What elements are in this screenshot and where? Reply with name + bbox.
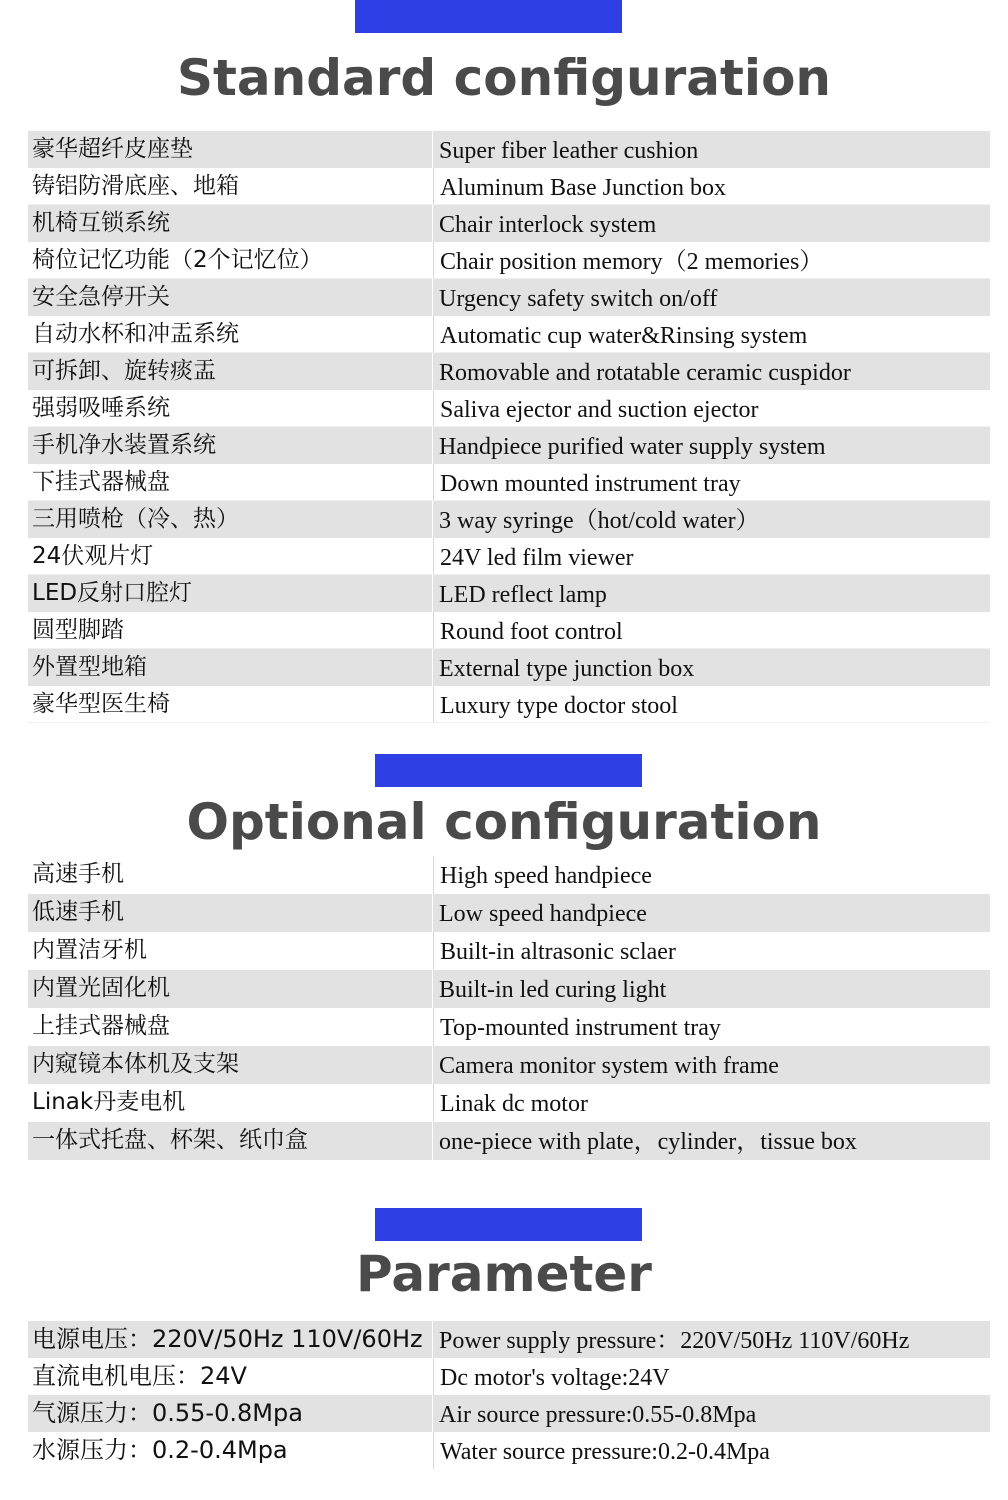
cell-english: Aluminum Base Junction box (433, 168, 990, 204)
cell-chinese: 椅位记忆功能（2个记忆位） (28, 242, 433, 278)
cell-english: Camera monitor system with frame (439, 1053, 779, 1079)
cell-chinese: 手机净水装置系统 (28, 427, 433, 464)
optional-section-title: Optional configuration (186, 793, 822, 851)
table-row (28, 575, 990, 612)
cell-chinese: 机椅互锁系统 (28, 205, 433, 242)
table-row (28, 894, 990, 932)
cell-chinese: 电源电压：220V/50Hz 110V/60Hz (28, 1321, 433, 1358)
parameter-table (28, 1321, 990, 1469)
parameter-accent-bar (375, 1208, 642, 1241)
cell-chinese: 一体式托盘、杯架、纸巾盒 (28, 1122, 433, 1160)
table-row (28, 1395, 990, 1432)
cell-chinese: 高速手机 (28, 856, 433, 894)
cell-english: Chair interlock system (439, 212, 657, 238)
cell-english: 3 way syringe（hot/cold water） (439, 508, 760, 534)
table-row (28, 686, 990, 723)
table-row (28, 1358, 990, 1395)
cell-english: Linak dc motor (433, 1084, 990, 1122)
cell-english: Romovable and rotatable ceramic cuspidor (439, 360, 851, 386)
table-row (28, 970, 990, 1008)
cell-english: Saliva ejector and suction ejector (433, 390, 990, 426)
cell-chinese: 外置型地箱 (28, 649, 433, 686)
cell-chinese: Linak丹麦电机 (28, 1084, 433, 1122)
table-row (28, 1432, 990, 1469)
cell-chinese: 豪华型医生椅 (28, 686, 433, 722)
optional-accent-bar (375, 754, 642, 787)
cell-english: Air source pressure:0.55-0.8Mpa (439, 1402, 757, 1428)
table-row (28, 390, 990, 427)
cell-chinese: 安全急停开关 (28, 279, 433, 316)
standard-accent-bar (355, 0, 622, 33)
cell-chinese: 上挂式器械盘 (28, 1008, 433, 1046)
table-row (28, 168, 990, 205)
table-row (28, 932, 990, 970)
cell-english: one-piece with plate，cylinder，tissue box (439, 1129, 857, 1155)
table-row (28, 316, 990, 353)
table-row (28, 1046, 990, 1084)
cell-chinese: 自动水杯和冲盂系统 (28, 316, 433, 352)
cell-chinese: 三用喷枪（冷、热） (28, 501, 433, 538)
cell-chinese: 下挂式器械盘 (28, 464, 433, 500)
cell-english: Handpiece purified water supply system (439, 434, 826, 460)
cell-chinese: 豪华超纤皮座垫 (28, 131, 433, 168)
table-row (28, 856, 990, 894)
cell-english: External type junction box (439, 656, 695, 682)
cell-english: Round foot control (433, 612, 990, 648)
cell-english: High speed handpiece (433, 856, 990, 894)
table-row (28, 131, 990, 168)
cell-chinese: 直流电机电压：24V (28, 1358, 433, 1395)
table-row (28, 1321, 990, 1358)
cell-chinese: 气源压力：0.55-0.8Mpa (28, 1395, 433, 1432)
cell-english: Top-mounted instrument tray (433, 1008, 990, 1046)
table-row (28, 649, 990, 686)
table-row (28, 1008, 990, 1046)
table-row (28, 538, 990, 575)
cell-english: Built-in led curing light (439, 977, 667, 1003)
optional-config-table (28, 856, 990, 1160)
cell-chinese: 内置光固化机 (28, 970, 433, 1008)
table-row (28, 612, 990, 649)
table-row (28, 464, 990, 501)
cell-english: Automatic cup water&Rinsing system (433, 316, 990, 352)
cell-chinese: 内置洁牙机 (28, 932, 433, 970)
cell-english: Luxury type doctor stool (433, 686, 990, 722)
cell-english: Chair position memory（2 memories） (433, 242, 990, 278)
table-row (28, 242, 990, 279)
cell-english: Built-in altrasonic sclaer (433, 932, 990, 970)
cell-chinese: 圆型脚踏 (28, 612, 433, 648)
cell-english: Low speed handpiece (439, 901, 647, 927)
standard-section-title: Standard configuration (176, 49, 832, 107)
standard-config-table (28, 131, 990, 723)
cell-english: Down mounted instrument tray (433, 464, 990, 500)
cell-chinese: 水源压力：0.2-0.4Mpa (28, 1432, 433, 1469)
cell-chinese: 可拆卸、旋转痰盂 (28, 353, 433, 390)
cell-english: Urgency safety switch on/off (439, 286, 718, 312)
cell-english: Power supply pressure：220V/50Hz 110V/60Hz (439, 1328, 910, 1354)
cell-chinese: 铸铝防滑底座、地箱 (28, 168, 433, 204)
table-row (28, 279, 990, 316)
table-row (28, 427, 990, 464)
table-row (28, 1122, 990, 1160)
cell-chinese: 24伏观片灯 (28, 538, 433, 574)
table-row (28, 353, 990, 390)
parameter-section-title: Parameter (356, 1245, 652, 1303)
cell-english: Water source pressure:0.2-0.4Mpa (433, 1432, 990, 1469)
cell-english: Dc motor's voltage:24V (433, 1358, 990, 1395)
cell-chinese: 低速手机 (28, 894, 433, 932)
cell-chinese: LED反射口腔灯 (28, 575, 433, 612)
table-row (28, 205, 990, 242)
cell-english: Super fiber leather cushion (439, 138, 699, 164)
cell-english: 24V led film viewer (433, 538, 990, 574)
table-row (28, 1084, 990, 1122)
table-row (28, 501, 990, 538)
cell-english: LED reflect lamp (439, 582, 607, 608)
cell-chinese: 强弱吸唾系统 (28, 390, 433, 426)
cell-chinese: 内窥镜本体机及支架 (28, 1046, 433, 1084)
